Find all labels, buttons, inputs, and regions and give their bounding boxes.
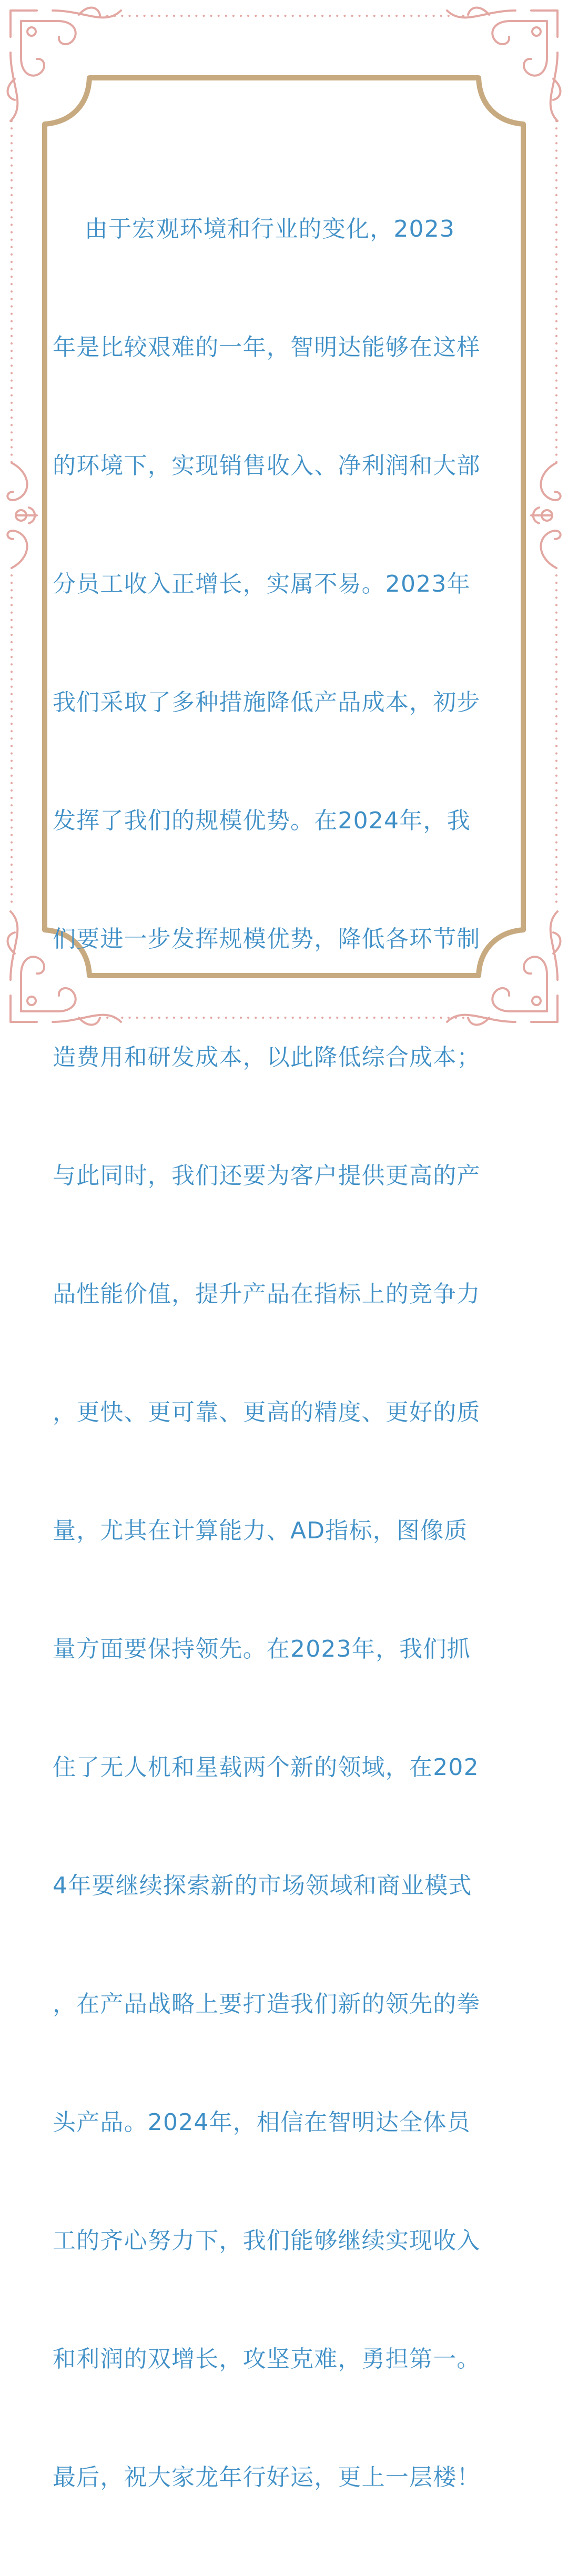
letter-line: 量，尤其在计算能力、AD指标，图像质 <box>53 1517 468 1544</box>
letter-line: 造费用和研发成本，以此降低综合成本； <box>53 1044 481 1071</box>
side-ornament-right <box>531 463 561 568</box>
letter-line: 年是比较艰难的一年，智明达能够在这样 <box>53 334 481 361</box>
letter-line: 由于宏观环境和行业的变化，2023 <box>53 216 455 242</box>
letter-line: 头产品。2024年，相信在智明达全体员 <box>53 2109 471 2136</box>
letter-line: 我们采取了多种措施降低产品成本，初步 <box>53 689 481 716</box>
letter-line: 分员工收入正增长，实属不易。2023年 <box>53 571 471 597</box>
letter-line: 的环境下，实现销售收入、净利润和大部 <box>53 452 481 479</box>
letter-line: 们要进一步发挥规模优势，降低各环节制 <box>53 926 481 952</box>
letter-line: 住了无人机和星载两个新的领域，在202 <box>53 1754 479 1781</box>
letter-line: ，更快、更可靠、更高的精度、更好的质 <box>53 1399 481 1426</box>
letter-line: 4年要继续探索新的市场领域和商业模式 <box>53 1872 472 1899</box>
letter-line: 最后，祝大家龙年行好运，更上一层楼！ <box>53 2464 481 2491</box>
letter-body <box>53 130 515 2576</box>
letter-line: ，在产品战略上要打造我们新的领先的拳 <box>53 1991 481 2017</box>
letter-line: 和利润的双增长，攻坚克难，勇担第一。 <box>53 2346 481 2372</box>
letter-line: 品性能价值，提升产品在指标上的竞争力 <box>53 1281 481 1307</box>
letter-line: 量方面要保持领先。在2023年，我们抓 <box>53 1636 471 1662</box>
letter-line: 与此同时，我们还要为客户提供更高的产 <box>53 1162 481 1189</box>
letter-line: 工的齐心努力下，我们能够继续实现收入 <box>53 2227 481 2254</box>
letter-line: 发挥了我们的规模优势。在2024年，我 <box>53 807 471 834</box>
side-ornament-left <box>7 463 37 568</box>
